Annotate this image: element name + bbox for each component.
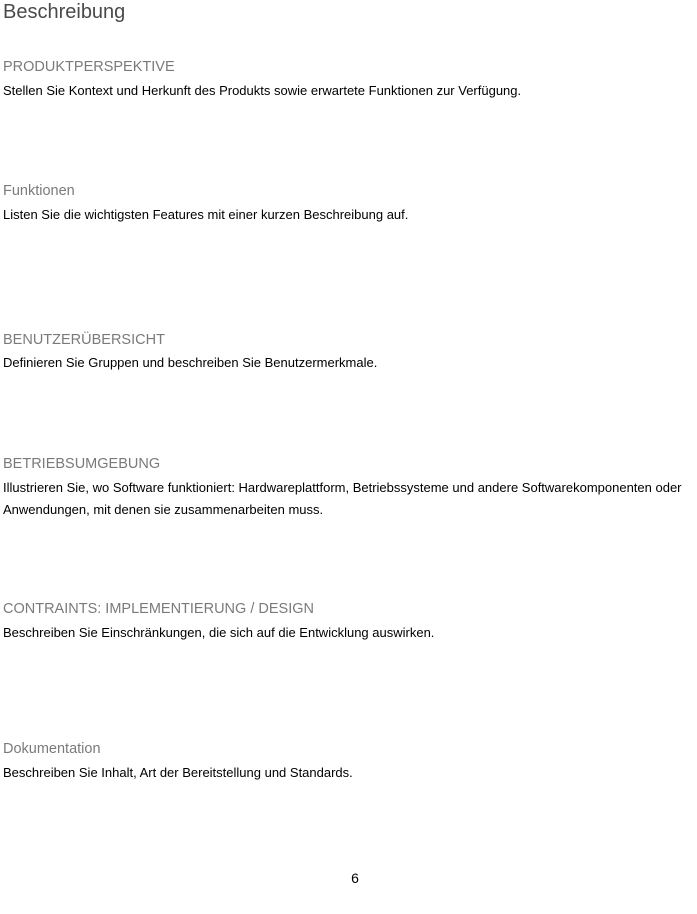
page-title: Beschreibung	[3, 1, 126, 23]
section-heading-benutzeruebersicht: BENUTZERÜBERSICHT	[3, 332, 165, 348]
section-body-benutzeruebersicht: Definieren Sie Gruppen und beschreiben Sie Benutzermerkmale.	[3, 355, 378, 370]
section-body-produktperspektive: Stellen Sie Kontext und Herkunft des Produkts sowie erwartete Funktionen zur Verfügung.	[3, 83, 522, 98]
section-body-funktionen: Listen Sie die wichtigsten Features mit einer kurzen Beschreibung auf.	[3, 207, 409, 222]
section-heading-produktperspektive: PRODUKTPERSPEKTIVE	[3, 59, 175, 75]
section-heading-dokumentation: Dokumentation	[3, 741, 101, 757]
section-body-constraints: Beschreiben Sie Einschränkungen, die sich auf die Entwicklung auswirken.	[3, 625, 435, 640]
section-heading-funktionen: Funktionen	[3, 183, 75, 199]
page-number: 6	[351, 870, 359, 886]
section-heading-constraints: CONTRAINTS: IMPLEMENTIERUNG / DESIGN	[3, 601, 314, 617]
section-body-dokumentation: Beschreiben Sie Inhalt, Art der Bereitstellung und Standards.	[3, 765, 353, 780]
section-heading-betriebsumgebung: BETRIEBSUMGEBUNG	[3, 456, 161, 472]
section-body-betriebsumgebung: Illustrieren Sie, wo Software funktioniert: Hardwareplattform, Betriebssysteme und andere Softwarekomponenten oder Anwendungen, mit denen sie zusammenarbeiten muss.	[3, 480, 682, 517]
